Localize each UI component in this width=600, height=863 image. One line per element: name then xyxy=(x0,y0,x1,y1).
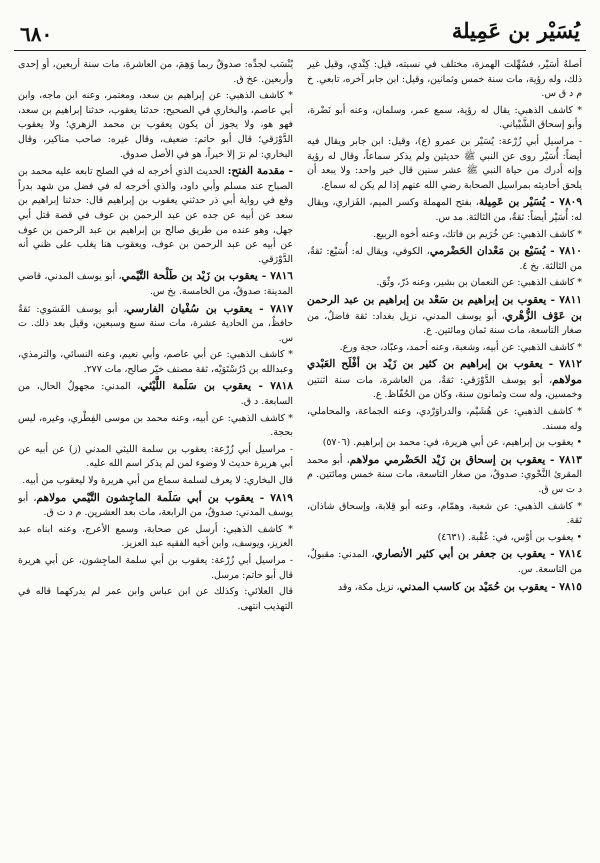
entry-paragraph xyxy=(307,341,582,356)
entry-text: ، أبو يوسف الدَّوْرَقي: ثقةٌ، من العاشرة، مات سنة اثنتين وخمسين، وله ست وثمانون سنة، وكان من الحُفّاظ. ع. xyxy=(307,374,582,401)
entry-heading: ٧٨١٩ - يعقوب بن أبي سَلَمة الماجِشون التَّيْمي مولاهم xyxy=(36,491,293,504)
entry-heading: - مقدمة الفتح: xyxy=(227,165,293,178)
entry-text: قال العلائي: وكذلك عن ابن عباس وابن عمر لم يدركهما قاله في التهذيب انتهى. xyxy=(18,586,293,612)
entry-text: • يعقوب بن إبراهيم، عن أبي هريرة، في: محمد بن إبراهيم. (٥٧٠٦) xyxy=(322,437,582,449)
entry-text: * كاشف الذهبي: عن النعمان بن بشير، وعنه ذَرّ، وثّق. xyxy=(376,277,582,289)
entry-text: ، أبو يوسف المدني، قاضي المدينة: صدوقٌ، من الخامسة. بخ س. xyxy=(18,271,293,297)
entry-text: ، بفتح المهملة وكسر الميم، الفَزاري، ويقال له: أُسَيْر أيضاً: ثقةٌ، من الثالثة. مد س. xyxy=(307,197,582,223)
text-columns xyxy=(18,58,582,857)
entry-text: - مراسيل أبي زُرْعة: يعقوب بن سلمة الليثي المدني (ز) عن أبيه عن أبي هريرة حديث لا وضوء لمن لم يذكر اسم الله عليه. xyxy=(18,443,293,470)
entry-paragraph xyxy=(307,104,582,133)
right-column xyxy=(307,58,582,857)
entry-text: * كاشف الذهبي: يقال له رؤية، سمع عمر، وسلمان، وعنه أبو نَضْرة، وأبو إسحاق الشَّيْباني. xyxy=(307,104,582,131)
entry-paragraph xyxy=(307,547,582,577)
entry-text: * كاشف الذهبي: أرسل عن صحابة، وسمع الأعرج، وعنه ابناه عبد العزيز، ويوسف، وابن أخيه الفقيه عبد العزيز. xyxy=(18,523,293,550)
entry-text: ، المدني: مجهولُ الحال، من السابعة. د ق. xyxy=(18,381,293,408)
entry-text: ، أبو يوسف المدني: صدوقٌ، من الرابعة، مات بعد العشرين. م د ت ق. xyxy=(18,492,293,519)
header-rule xyxy=(14,50,586,51)
entry-paragraph xyxy=(307,453,582,498)
entry-text: - مراسيل أبي زُرْعة: يعقوب بن أبي سلمة الماجِشون، عن أبي هريرة قال أبو حاتم: مرسل. xyxy=(18,555,293,581)
entry-paragraph xyxy=(307,58,582,102)
entry-text: - مراسيل أبي زُرْعة: يُسَيْر بن عمرو (ع)، وقيل: ابن جابر ويقال فيه أيضاً: أُسَيْر روى عن النبي ﷺ حديثين ولم يذكر سماعاً، وقال له رؤية وإنه أدرك من حياة النبي ﷺ عشر سنين قال خير واحد: ولا يبعد أن يلحق أحاديثه بمراسيل الصحابة رضي الله عنهم إذا لم يكن له سماع. xyxy=(307,135,582,191)
entry-paragraph xyxy=(18,491,293,521)
entry-text: • يعقوب بن أوْس، في: عُقْبة. (٤٦٣١) xyxy=(437,531,582,543)
entry-text: * كاشف الذهبي: عن أبيه، وشعبة، وعنه أحمد، وعبّاد، حجة ورع. xyxy=(339,341,582,353)
entry-text: * كاشف الذهبي: عن هُشَيْم، والدراوَرْدي، وعنه الجماعة، والمحاملي، وله مسند. xyxy=(307,406,582,432)
entry-paragraph xyxy=(18,348,293,377)
entry-heading: ٧٨١٠ - يُسَيْع بن مَعْدان الحَضْرمي xyxy=(429,245,582,258)
entry-paragraph xyxy=(307,405,582,434)
page-header xyxy=(14,16,586,52)
entry-paragraph xyxy=(307,436,582,451)
entry-heading: ٧٨١١ - يعقوب بن إبراهيم بن سَعْد بن إبراهيم بن عبد الرحمن بن عَوْف الزُّهْري xyxy=(307,293,582,322)
page-number: ٦٨٠ xyxy=(20,22,53,46)
entry-text: * كاشف الذهبي: عن أبي عاصم، وأبي نعيم، وعنه النسائي، والترمذي، وعبدالله بن دُرُسْتَوَيْه، ثقة مصنف خيّر صالح، مات ٢٧٧. xyxy=(18,349,293,375)
entry-heading: ٧٨١٥ - يعقوب بن حُمَيْد بن كاسب المدني xyxy=(399,580,582,593)
entry-text: ، أبو محمد المقرئ النَّحْوي: صدوقٌ، من صغار التاسعة، مات سنة خمس ومائتين. م د ت س ق. xyxy=(307,454,582,496)
entry-paragraph xyxy=(18,302,293,347)
entry-paragraph xyxy=(307,580,582,596)
entry-heading: ٧٨١٤ - يعقوب بن جعفر بن أبي كثير الأنصاري xyxy=(374,548,582,561)
entry-text: ، المدني: مقبولٌ، من التاسعة. س. xyxy=(307,549,582,575)
entry-text: قال البخاري: لا يعرف لسلمة سماع من أبي هريرة ولا ليعقوب من أبيه. xyxy=(22,475,293,487)
entry-heading: ٧٨٠٩ - يُسَيْر بن عَمِيلة xyxy=(478,196,582,209)
entry-paragraph xyxy=(18,443,293,472)
entry-paragraph xyxy=(18,474,293,489)
entry-heading: ٧٨١٣ - يعقوب بن إسحاق بن زَيْد الحَضْرمي مولاهم xyxy=(349,453,582,466)
entry-paragraph xyxy=(307,500,582,529)
entry-paragraph xyxy=(307,276,582,291)
entry-paragraph xyxy=(307,293,582,339)
entry-text: ، أبو يوسف المدني، نزيل بغداد: ثقة فاضلٌ، من صغار التاسعة، مات سنة ثمان ومائتين. ع. xyxy=(307,310,582,337)
entry-paragraph xyxy=(18,585,293,614)
entry-text: ، نزيل مكة، وقد xyxy=(337,581,400,593)
entry-text: ، الكوفي، ويقال له: أُسَيْع: ثقةٌ، من الثالثة. بخ ٤. xyxy=(307,246,582,272)
entry-paragraph xyxy=(18,523,293,552)
entry-text: * كاشف الذهبي: عن إبراهيم بن سعد، ومعتمر، وعنه ابن ماجه، وابن أبي عاصم، والبخاري في الصحيح: حدثنا يعقوب، حدثنا إبراهيم بن سعد، فهو هو، ولا يجوز أن يكون يعقوب بن محمد الزهري؛ ولا يعقوب الدَّوْرَقي؛ قال أبو حاتم: ضعيف، وقال غيره: صاحب مناكير، وقال البخاري: لم نرَ إلا خيراً، هو في الأصل صدوق. xyxy=(18,90,293,160)
entry-paragraph xyxy=(307,357,582,403)
entry-paragraph xyxy=(18,58,293,87)
entry-paragraph xyxy=(18,412,293,441)
entry-text: * كاشف الذهبي: عن خُرَيم بن فاتك، وعنه أخوه الربيع. xyxy=(373,228,582,240)
left-column xyxy=(18,58,293,857)
entry-paragraph xyxy=(307,244,582,274)
entry-text: يُنْسَب لجدِّه: صدوقٌ ربما وَهِمَ، من العاشرة، مات سنة أربعين، أو إحدى وأربعين. عخ ق. xyxy=(18,59,293,85)
entry-paragraph xyxy=(18,269,293,299)
entry-paragraph xyxy=(18,164,293,267)
entry-heading: ٧٨١٦ - يعقوب بن زَيْد بن طَلْحة التَّيْمي xyxy=(121,270,293,283)
entry-text: * كاشف الذهبي: عن أبيه، وعنه محمد بن موسى الفِطْري، وغيره، ليس بحجة. xyxy=(18,412,293,439)
entry-paragraph xyxy=(18,379,293,409)
entry-heading: ٧٨١٢ - يعقوب بن إبراهيم بن كثير بن زَيْد بن أفْلَح العَبْدي مولاهم xyxy=(307,358,582,386)
entry-text: * كاشف الذهبي: عن شعبة، وهمّام، وعنه أبو قِلابة، وإسحاق شاذان، ثقة. xyxy=(307,500,582,527)
entry-paragraph xyxy=(307,135,582,193)
entry-paragraph xyxy=(307,228,582,243)
entry-paragraph xyxy=(307,531,582,546)
entry-paragraph xyxy=(18,554,293,583)
entry-heading: ٧٨١٨ - يعقوب بن سَلَمة اللَّيْثي xyxy=(140,380,293,393)
entry-paragraph xyxy=(18,89,293,162)
entry-text: الحديث الذي أخرجه له في الصلح تابعه عليه محمد بن الصباح عند مسلم وأبي داود، والذي أخرجه له في فضل من شهد بدراً وقع في رواية أبي ذر حدثني يعقوب بن إبراهيم قال: حدثنا إبراهيم بن سعد عن أبيه عن جده عن عبد الرحمن بن عوف في قصة قتل أبي جهل، وهو عنده من طريق صالح بن إبراهيم بن عبد الرحمن بن عوف عن أبيه عن عبد الرحمن بن عوف، ويعقوب هنا يغلب على ظني أنه الدَّوْرَقي. xyxy=(18,166,293,265)
entry-paragraph xyxy=(307,195,582,225)
running-title: يُسَيْر بن عَمِيلة xyxy=(451,18,580,43)
entry-heading: ٧٨١٧ - يعقوب بن سُفْيان الفارسي xyxy=(126,302,293,315)
entry-text: أصلهُ أُسَيْر، فسُهِّلت الهمزة، مختلف في نسبته، قيل: كِنْدي، وقيل غير ذلك، وله رؤية، مات سنة خمس وثمانين، وقيل: ابن جابر آخره، تابعي. خ م د ق س. xyxy=(307,59,582,100)
entry-text: ، أبو يوسف الفَسَوي: ثقةٌ حافظٌ، من الحادية عشرة، مات سنة سبع وسبعين، وقيل بعد ذلك. ت س. xyxy=(18,303,293,344)
